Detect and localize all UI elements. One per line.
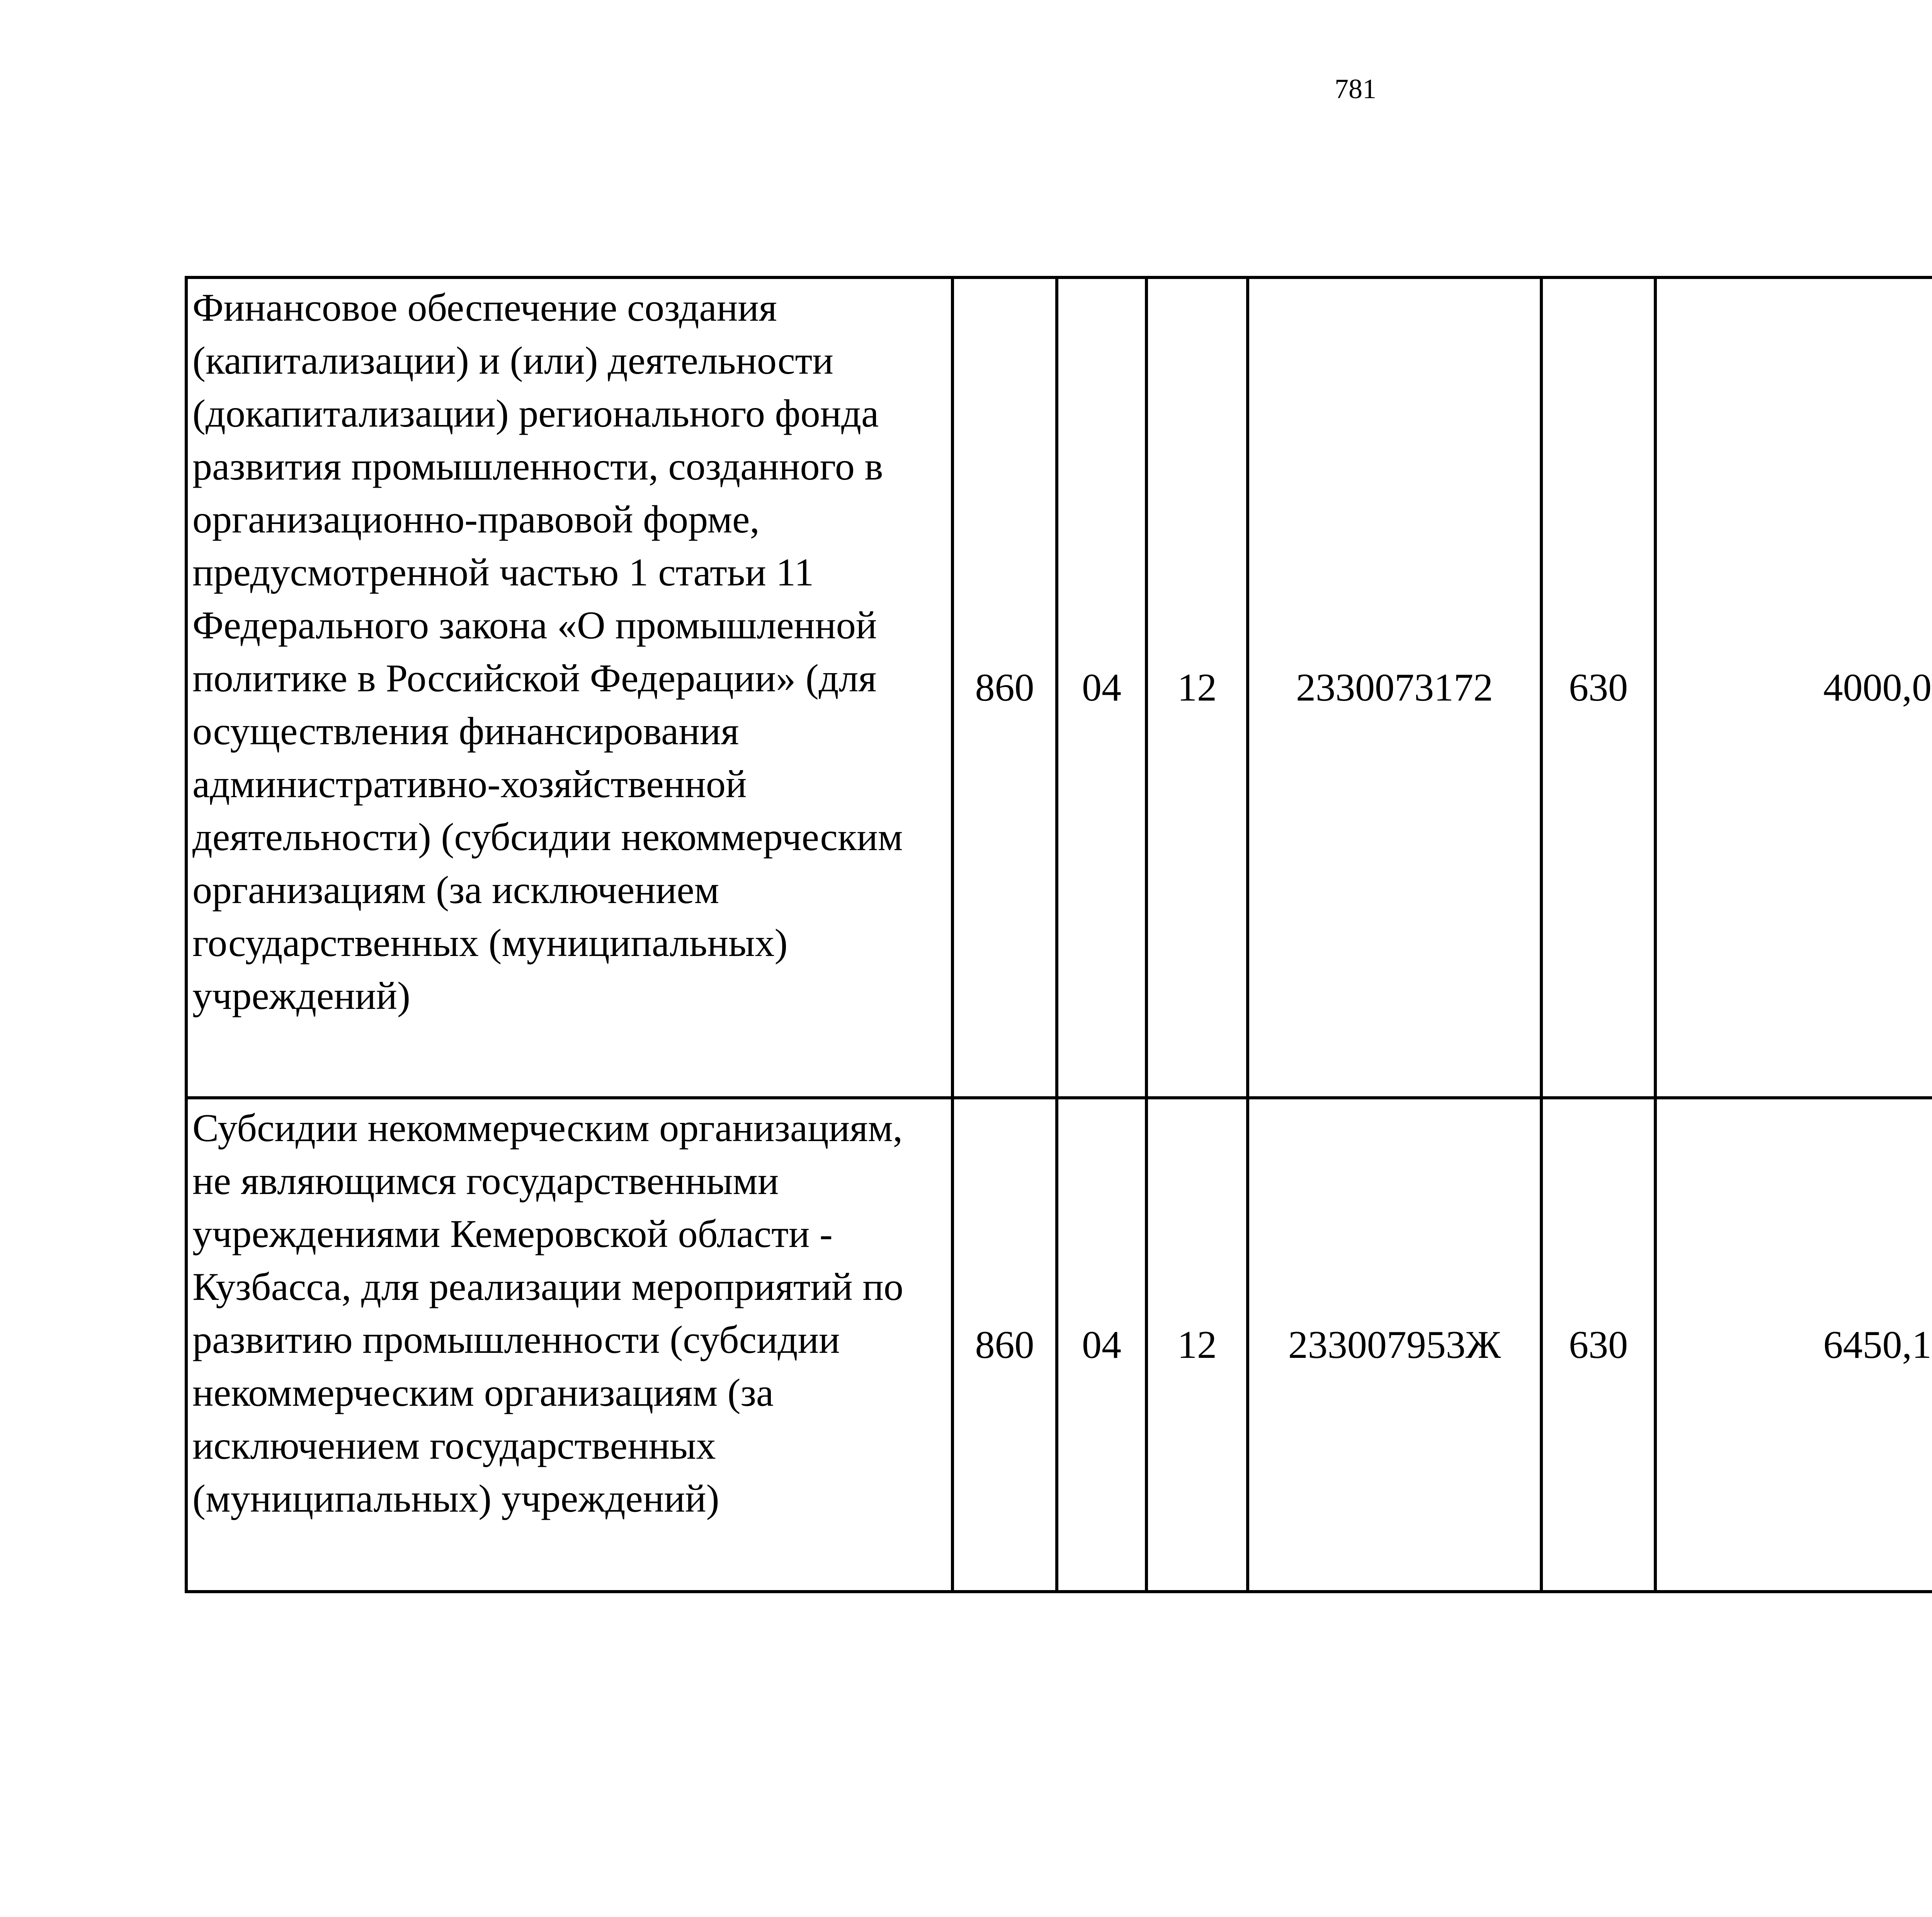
amount-year-1: 6450,1 <box>1655 1098 1932 1592</box>
budget-table <box>185 276 1932 1593</box>
section-code: 04 <box>1057 1098 1146 1592</box>
row-description: Субсидии некоммерческим организациям, не являющимся государственными учреждениями Кемеровской области - Кузбасса, для реализации мероприятий по развитию промышленности (субсидии некоммерческим организациям (за исключением государственных (муниципальных) учреждений) <box>186 1098 952 1592</box>
expense-type-code: 630 <box>1541 277 1655 1098</box>
subsection-code: 12 <box>1146 277 1248 1098</box>
amount-year-1: 4000,0 <box>1655 277 1932 1098</box>
target-article-code: 233007953Ж <box>1248 1098 1541 1592</box>
table-row <box>186 1098 1932 1592</box>
expense-type-code: 630 <box>1541 1098 1655 1592</box>
ministry-code: 860 <box>952 1098 1057 1592</box>
subsection-code: 12 <box>1146 1098 1248 1592</box>
ministry-code: 860 <box>952 277 1057 1098</box>
target-article-code: 2330073172 <box>1248 277 1541 1098</box>
section-code: 04 <box>1057 277 1146 1098</box>
page-number: 781 <box>1335 73 1376 104</box>
row-description: Финансовое обеспечение создания (капитализации) и (или) деятельности (докапитализации) регионального фонда развития промышленности, созданного в организационно-правовой форме, предусмотренной частью 1 статьи 11 Федерального закона «О промышленной политике в Российской Федерации» (для осуществления финансирования административно-хозяйственной деятельности) (субсидии некоммерческим организациям (за исключением государственных (муниципальных) учреждений) <box>186 277 952 1098</box>
table-row <box>186 277 1932 1098</box>
